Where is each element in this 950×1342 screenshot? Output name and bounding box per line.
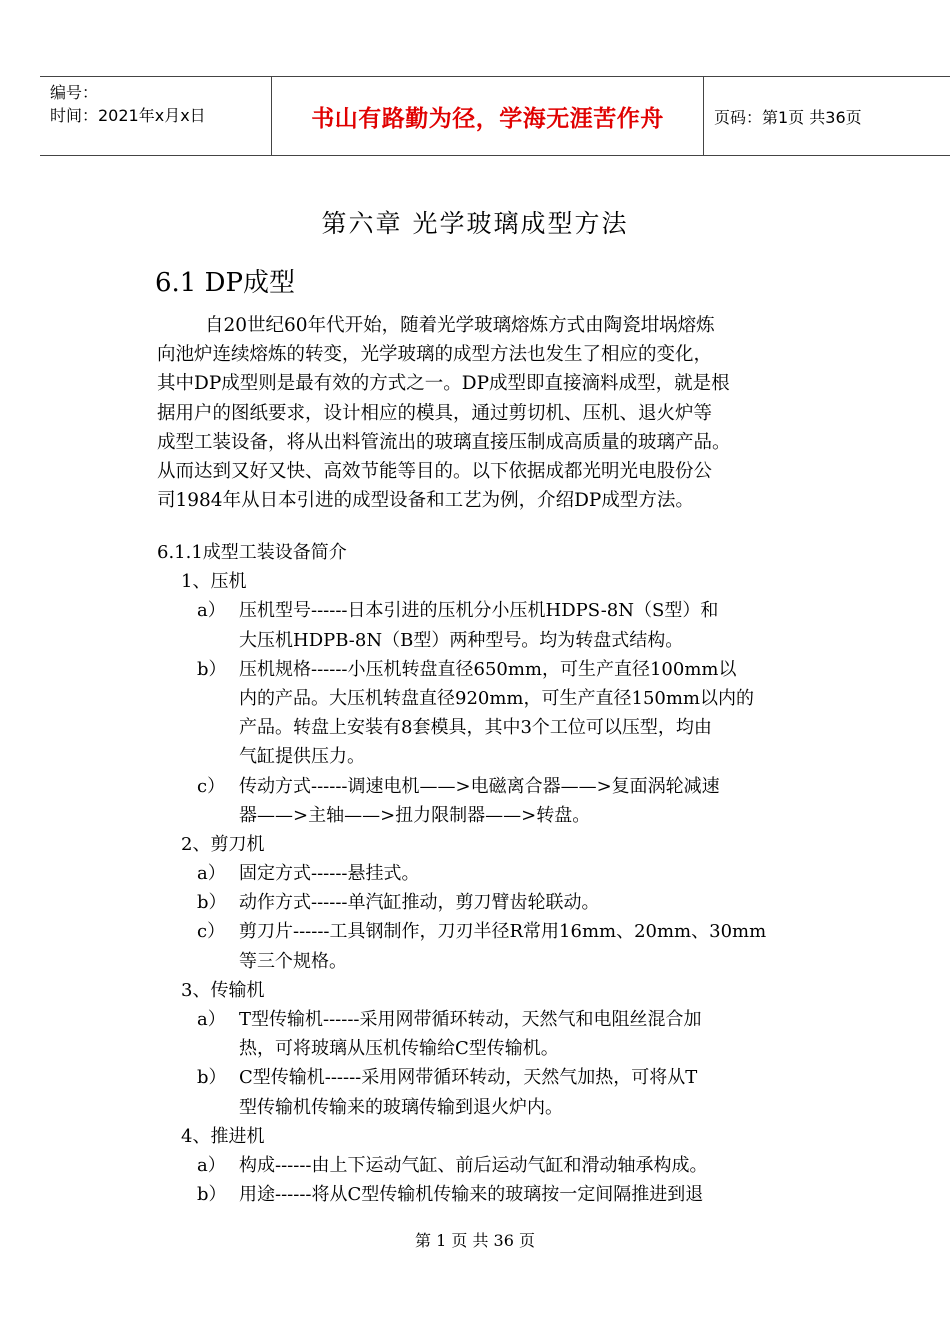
- intro-line: 向池炉连续熔炼的转变，光学玻璃的成型方法也发生了相应的变化，: [157, 344, 713, 366]
- equipment-section: [157, 538, 847, 1209]
- header-meta: [40, 77, 272, 155]
- header-motto-cell: [272, 77, 704, 155]
- list-item: [157, 772, 847, 830]
- item-line: 构成------由上下运动气缸、前后运动气缸和滑动轴承构成。: [239, 1154, 708, 1176]
- list-item: [157, 917, 847, 975]
- item-marker: a）: [197, 863, 226, 885]
- item-line: 内的产品。大压机转盘直径920mm，可生产直径150mm以内的: [239, 687, 754, 709]
- section-title: 6.1 DP成型: [155, 268, 295, 298]
- group-heading: 1、压机: [181, 571, 247, 593]
- page-header: [40, 76, 950, 156]
- item-line: 用途------将从C型传输机传输来的玻璃按一定间隔推进到退: [239, 1184, 704, 1206]
- item-marker: a）: [197, 600, 226, 622]
- list-item: [157, 888, 847, 917]
- group-heading: 4、推进机: [181, 1125, 265, 1147]
- item-marker: a）: [197, 1154, 226, 1176]
- item-line: T型传输机------采用网带循环转动，天然气和电阻丝混合加: [239, 1009, 702, 1031]
- intro-line: 成型工装设备，将从出料管流出的玻璃直接压制成高质量的玻璃产品。: [157, 431, 731, 453]
- item-line: 气缸提供压力。: [239, 746, 365, 768]
- page-footer: 第 1 页 共 36 页: [415, 1231, 535, 1250]
- intro-line: 自20世纪60年代开始，随着光学玻璃熔炼方式由陶瓷坩埚熔炼: [205, 315, 715, 336]
- document-time-label: 时间：2021年x月x日: [50, 106, 206, 125]
- intro-line: 司1984年从日本引进的成型设备和工艺为例，介绍DP成型方法。: [157, 490, 694, 512]
- group-heading: 3、传输机: [181, 979, 265, 1001]
- item-line: 固定方式------悬挂式。: [239, 863, 420, 885]
- item-line: 动作方式------单汽缸推动，剪刀臂齿轮联动。: [239, 892, 600, 914]
- list-item: [157, 596, 847, 654]
- item-line: 热，可将玻璃从压机传输给C型传输机。: [239, 1038, 559, 1060]
- list-item: [157, 655, 847, 772]
- item-marker: b）: [197, 1184, 227, 1206]
- list-item: [157, 1063, 847, 1121]
- item-line: 大压机HDPB-8N（B型）两种型号。均为转盘式结构。: [239, 629, 684, 651]
- group-heading: 2、剪刀机: [181, 833, 265, 855]
- intro-line: 据用户的图纸要求，设计相应的模具，通过剪切机、压机、退火炉等: [157, 402, 713, 424]
- item-marker: b）: [197, 1067, 227, 1089]
- subsection-title: 6.1.1成型工装设备简介: [157, 542, 347, 563]
- document-number-label: 编号：: [50, 83, 99, 102]
- item-marker: b）: [197, 658, 227, 680]
- header-page-info: 页码：第1页 共36页: [714, 107, 862, 127]
- intro-line: 其中DP成型则是最有效的方式之一。DP成型即直接滴料成型，就是根: [157, 373, 730, 395]
- item-line: 压机规格------小压机转盘直径650mm，可生产直径100mm以: [239, 658, 737, 680]
- item-line: 型传输机传输来的玻璃传输到退火炉内。: [239, 1096, 563, 1118]
- list-item: [157, 1005, 847, 1063]
- item-line: 压机型号------日本引进的压机分小压机HDPS-8N（S型）和: [239, 600, 719, 622]
- item-line: 传动方式------调速电机——>电磁离合器——>复面涡轮减速: [239, 775, 720, 797]
- item-line: 等三个规格。: [239, 950, 347, 972]
- item-line: 器——>主轴——>扭力限制器——>转盘。: [239, 804, 591, 826]
- item-marker: c）: [197, 921, 226, 943]
- item-line: 产品。转盘上安装有8套模具，其中3个工位可以压型，均由: [239, 717, 712, 739]
- item-marker: b）: [197, 892, 227, 914]
- item-marker: c）: [197, 775, 226, 797]
- item-line: C型传输机------采用网带循环转动，天然气加热，可将从T: [239, 1067, 698, 1089]
- chapter-title: 第六章 光学玻璃成型方法: [321, 209, 629, 238]
- list-item: [157, 1151, 847, 1180]
- item-line: 剪刀片------工具钢制作，刀刃半径R常用16mm、20mm、30mm: [239, 921, 767, 943]
- item-marker: a）: [197, 1009, 226, 1031]
- list-item: [157, 1180, 847, 1209]
- intro-paragraph: [157, 311, 837, 515]
- list-item: [157, 859, 847, 888]
- header-motto: 书山有路勤为径，学海无涯苦作舟: [311, 105, 664, 132]
- intro-line: 从而达到又好又快、高效节能等目的。以下依据成都光明光电股份公: [157, 461, 713, 483]
